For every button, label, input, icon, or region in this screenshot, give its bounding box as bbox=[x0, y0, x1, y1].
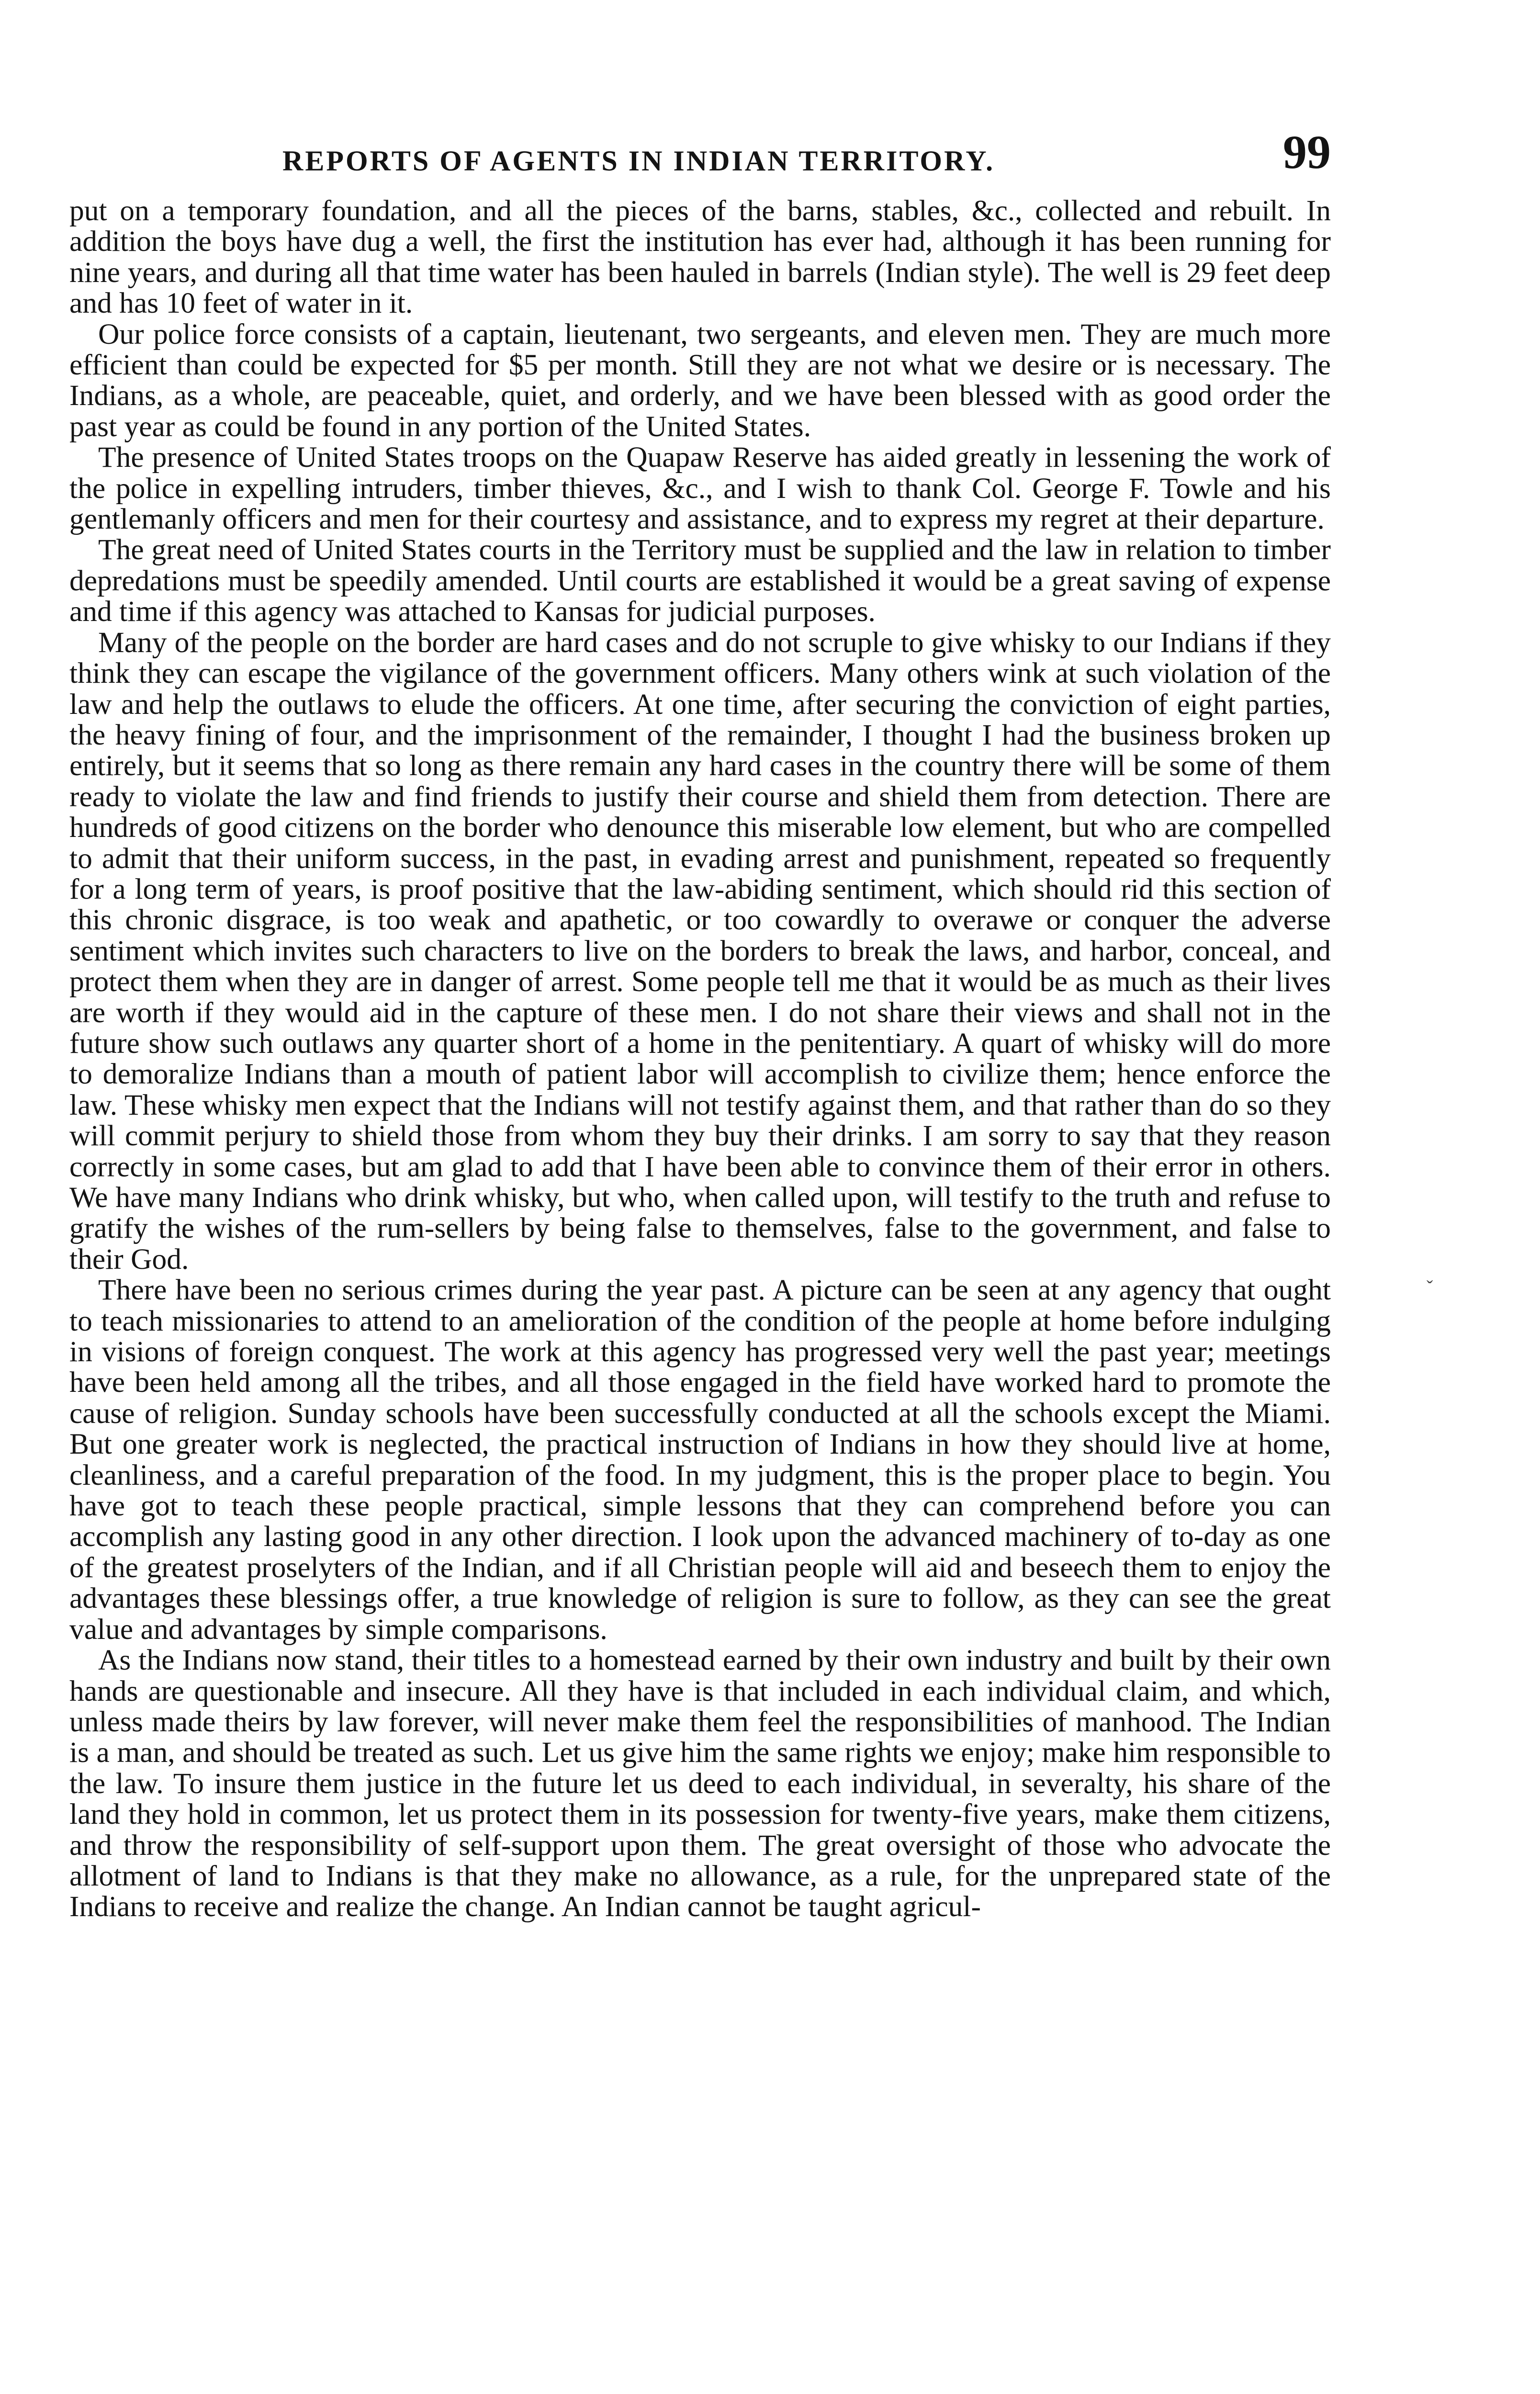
running-head: REPORTS OF AGENTS IN INDIAN TERRITORY. bbox=[282, 145, 995, 177]
paragraph-religion: There have been no serious crimes during the year past. A picture can be seen at any agency that ought to teach missionaries to attend to an amelioration of the condition of the people at home before indulging in visions of foreign conquest. The work at this agency has progressed very well the past year; meetings have been held among all the tribes, and all those engaged in the field have worked hard to promote the cause of religion. Sunday schools have been successfully conducted at all the schools except the Miami. But one greater work is neglected, the practical instruction of Indians in how they should live at home, cleanliness, and a careful preparation of the food. In my judgment, this is the proper place to begin. You have got to teach these people practical, simple lessons that they can comprehend before you can accomplish any lasting good in any other direction. I look upon the advanced machinery of to-day as one of the greatest proselyters of the Indian, and if all Christian people will aid and beseech them to enjoy the advantages these blessings offer, a true knowledge of religion is sure to follow, as they can see the great value and advantages by simple comparisons. bbox=[69, 1274, 1331, 1646]
paragraph-courts: The great need of United States courts in the Territory must be supplied and the law in relation to timber depredations must be speedily amended. Until courts are established it would be a great saving of expense and time if this agency was attached to Kansas for judicial purposes. bbox=[69, 533, 1331, 628]
paragraph-police-force: Our police force consists of a captain, lieutenant, two sergeants, and eleven men. They are much more efficient than could be expected for $5 per month. Still they are not what we desire or is necessary. The Indians, as a whole, are peaceable, quiet, and orderly, and we have been blessed with as good order the past year as could be found in any portion of the United States. bbox=[69, 317, 1331, 443]
margin-mark: ˇ bbox=[1427, 1276, 1433, 1298]
paragraph-whisky-border: Many of the people on the border are hard cases and do not scruple to give whisky to our Indians if they think they can escape the vigilance of the government officers. Many others wink at such violation of the law and help the outlaws to elude the officers. At one time, after securing the conviction of eight parties, the heavy fining of four, and the imprisonment of the remainder, I thought I had the business broken up entirely, but it seems that so long as there remain any hard cases in the country there will be some of them ready to violate the law and find friends to justify their course and shield them from detection. There are hundreds of good citizens on the border who denounce this miserable low element, but who are compelled to admit that their uniform success, in the past, in evading arrest and punishment, repeated so frequently for a long term of years, is proof positive that the law-abiding sentiment, which should rid this section of this chronic disgrace, is too weak and apathetic, or too cowardly to overawe or conquer the adverse sentiment which invites such characters to live on the borders to break the laws, and harbor, conceal, and protect them when they are in danger of arrest. Some people tell me that it would be as much as their lives are worth if they would aid in the capture of these men. I do not share their views and shall not in the future show such outlaws any quarter short of a home in the penitentiary. A quart of whisky will do more to demoralize Indians than a mouth of patient labor will accomplish to civilize them; hence enforce the law. These whisky men expect that the Indians will not testify against them, and that rather than do so they will commit perjury to shield those from whom they buy their drinks. I am sorry to say that they reason correctly in some cases, but am glad to add that I have been able to convince them of their error in others. We have many Indians who drink whisky, but who, when called upon, will testify to the truth and refuse to gratify the wishes of the rum-sellers by being false to themselves, false to the government, and false to their God. bbox=[69, 626, 1331, 1276]
paragraph-troops: The presence of United States troops on the Quapaw Reserve has aided greatly in lessening the work of the police in expelling intruders, timber thieves, &c., and I wish to thank Col. George F. Towle and his gentlemanly officers and men for their courtesy and assistance, and to express my regret at their departure. bbox=[69, 441, 1331, 536]
page-header bbox=[69, 120, 1331, 192]
paragraph-school-buildings-well: put on a temporary foundation, and all the pieces of the barns, stables, &c., collected and rebuilt. In addition the boys have dug a well, the first the institution has ever had, although it has been running for nine years, and during all that time water has been hauled in barrels (Indian style). The well is 29 feet deep and has 10 feet of water in it. bbox=[69, 194, 1331, 320]
document-page bbox=[69, 120, 1331, 1922]
body-text bbox=[69, 195, 1331, 1922]
paragraph-land-titles: As the Indians now stand, their titles to a homestead earned by their own industry and built by their own hands are questionable and insecure. All they have is that included in each individual claim, and which, unless made theirs by law forever, will never make them feel the responsibilities of manhood. The Indian is a man, and should be treated as such. Let us give him the same rights we enjoy; make him responsible to the law. To insure them justice in the future let us deed to each individual, in severalty, his share of the land they hold in common, let us protect them in its possession for twenty-five years, make them citizens, and throw the responsibility of self-support upon them. The great oversight of those who advocate the allotment of land to Indians is that they make no allowance, as a rule, for the unprepared state of the Indians to receive and realize the change. An Indian cannot be taught agricul- bbox=[69, 1644, 1331, 1923]
page-number: 99 bbox=[1283, 125, 1331, 179]
